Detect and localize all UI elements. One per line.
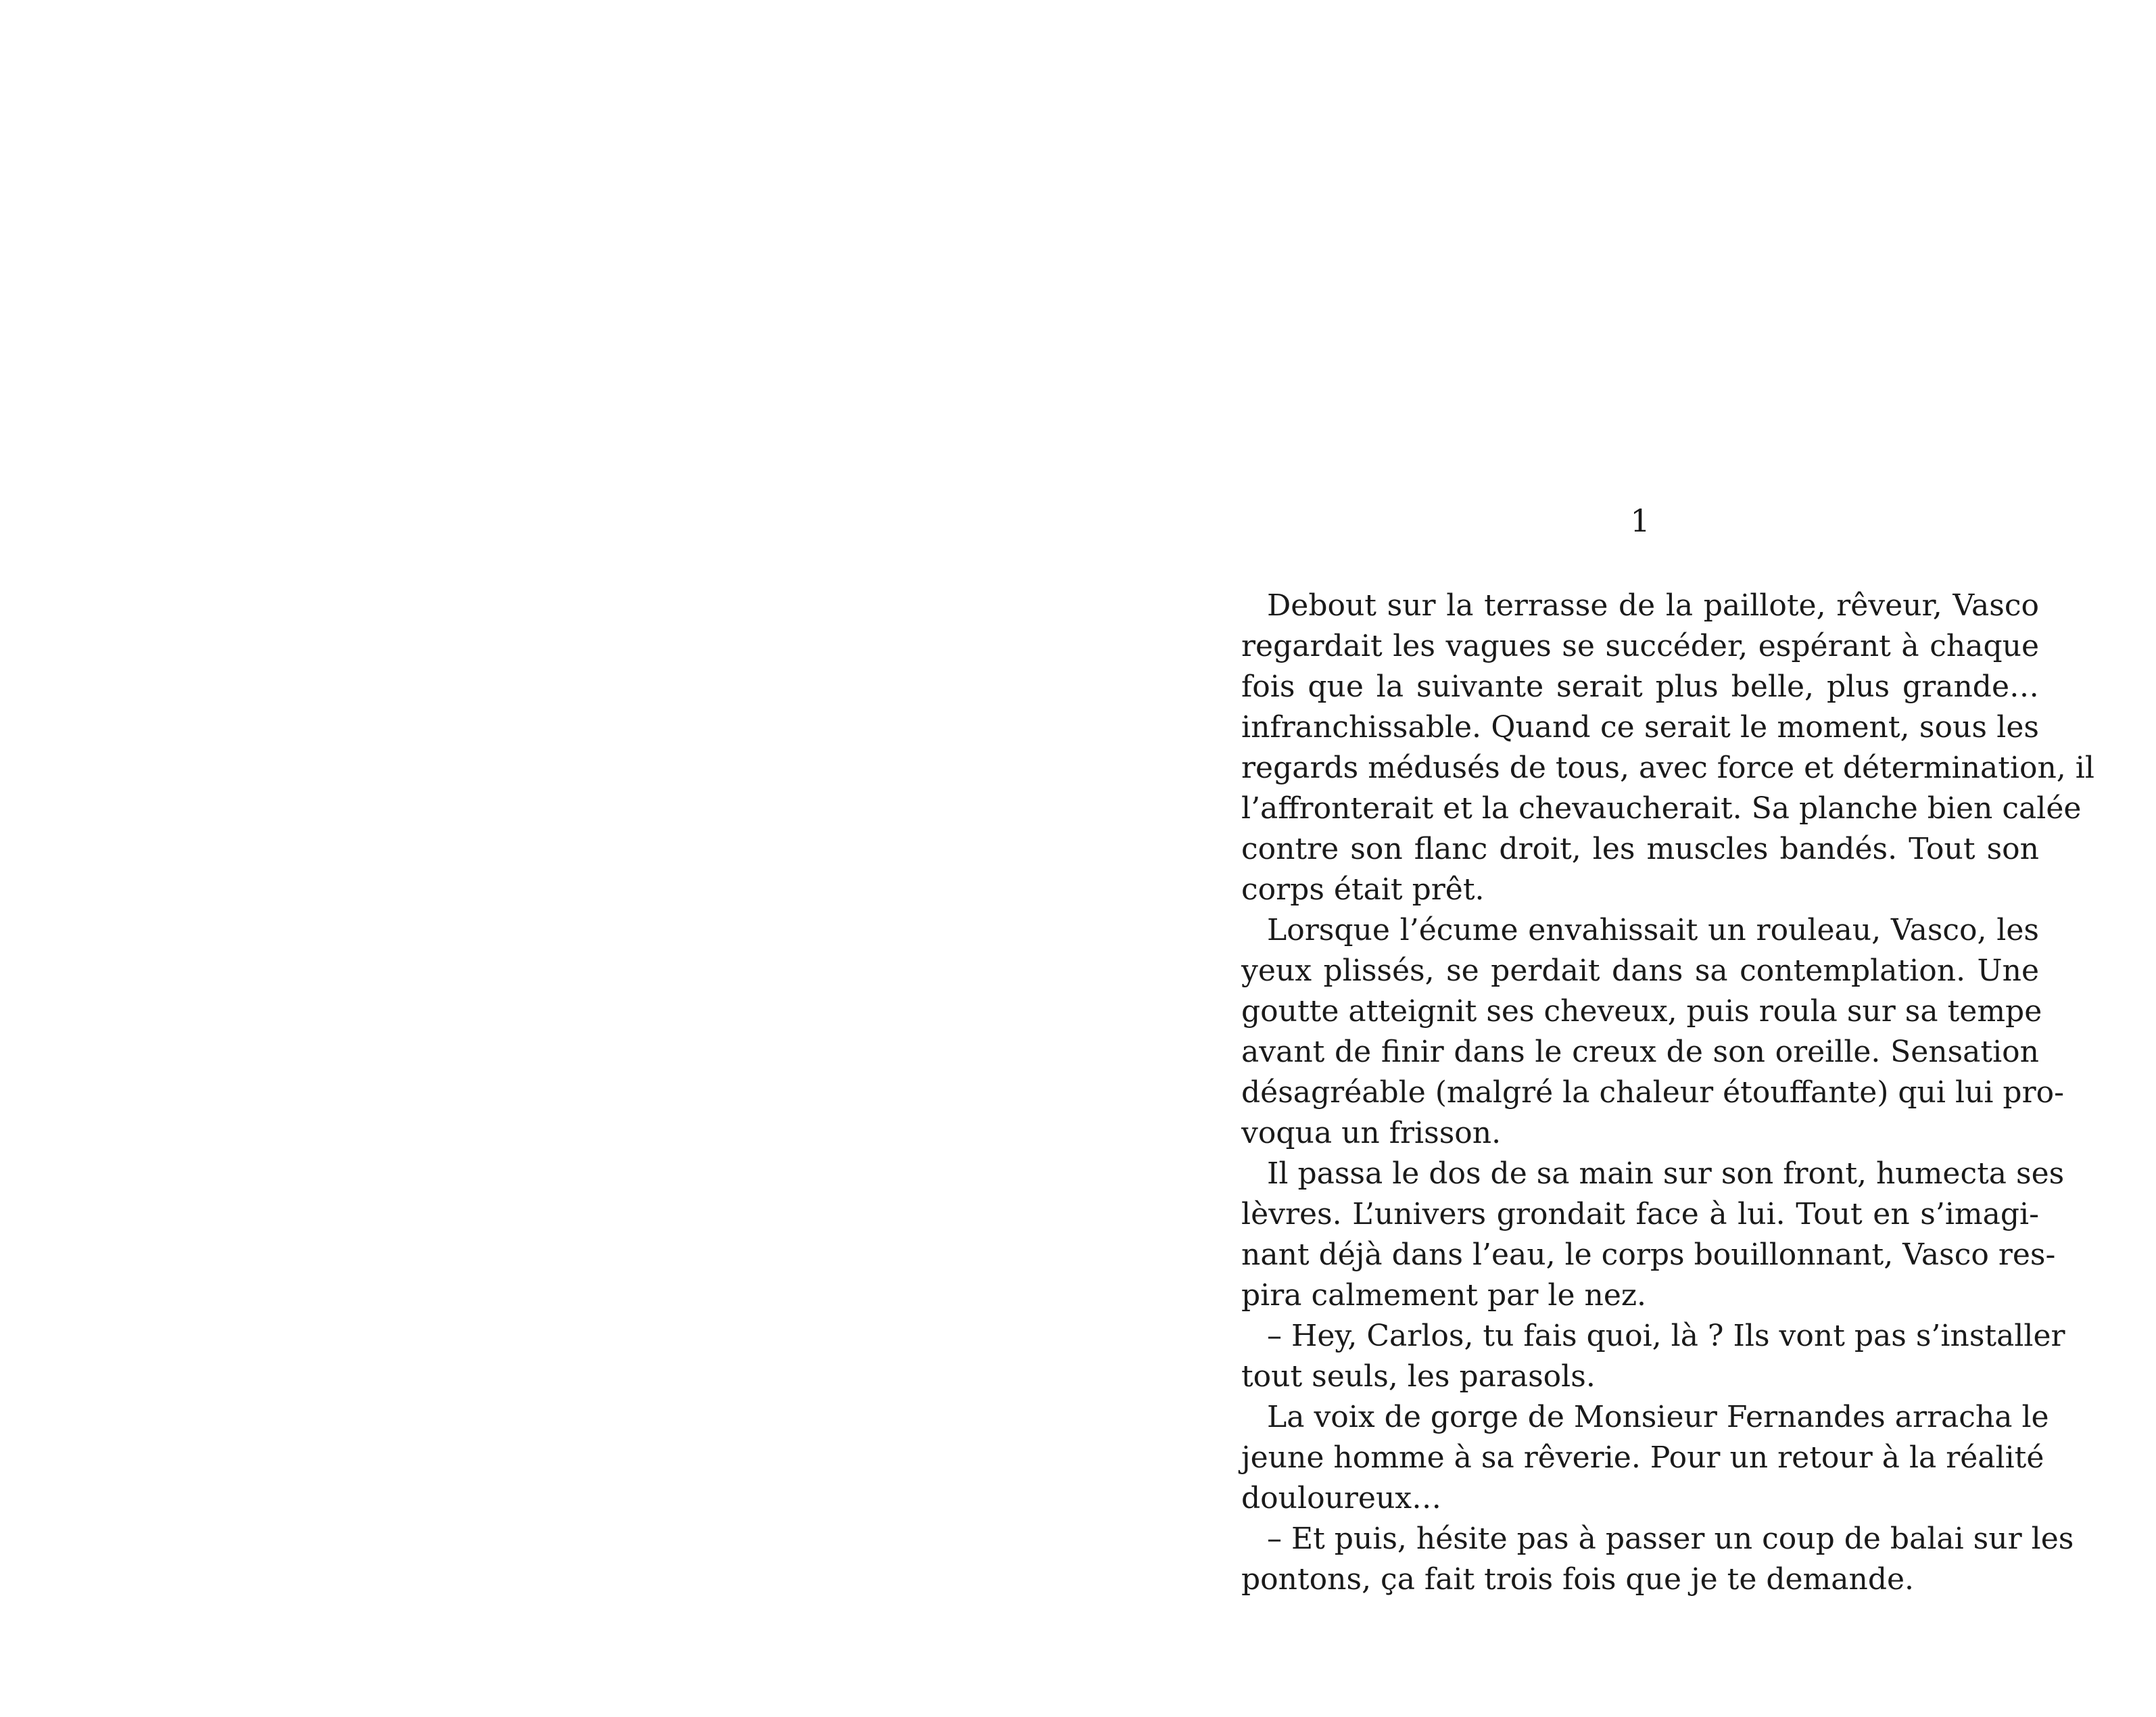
- text-line: regards médusés de tous, avec force et détermination, il: [1241, 751, 2094, 785]
- text-line: pontons, ça fait trois fois que je te demande.: [1241, 1562, 1915, 1597]
- paragraph: [1241, 1519, 2074, 1600]
- paragraph: [1241, 910, 2064, 1154]
- text-line: avant de finir dans le creux de son oreille. Sensation: [1241, 1035, 2039, 1069]
- text-line: goutte atteignit ses cheveux, puis roula sur sa tempe: [1241, 994, 2042, 1029]
- text-line: pira calmement par le nez.: [1241, 1278, 1647, 1313]
- text-line: contre son flanc droit, les muscles bandés. Tout son: [1241, 832, 2039, 866]
- paragraph: [1241, 1154, 2065, 1316]
- chapter-text: [1241, 586, 2094, 1600]
- text-line: yeux plissés, se perdait dans sa contemplation. Une: [1241, 954, 2039, 988]
- text-line: corps était prêt.: [1241, 872, 1485, 907]
- text-line: jeune homme à sa rêverie. Pour un retour à la réalité: [1241, 1440, 2044, 1475]
- text-line: Il passa le dos de sa main sur son front, humecta ses: [1267, 1156, 2065, 1191]
- text-line: l’affronterait et la chevaucherait. Sa planche bien calée: [1241, 791, 2082, 826]
- text-line: regardait les vagues se succéder, espérant à chaque: [1241, 629, 2039, 663]
- text-line: nant déjà dans l’eau, le corps bouillonnant, Vasco res-: [1241, 1238, 2056, 1272]
- text-line: – Hey, Carlos, tu fais quoi, là ? Ils vont pas s’installer: [1267, 1319, 2065, 1353]
- text-line: tout seuls, les parasols.: [1241, 1359, 1596, 1394]
- text-line: Lorsque l’écume envahissait un rouleau, Vasco, les: [1267, 913, 2039, 947]
- text-line: – Et puis, hésite pas à passer un coup de balai sur les: [1267, 1522, 2074, 1556]
- paragraph: [1241, 586, 2094, 910]
- text-line: lèvres. L’univers grondait face à lui. Tout en s’imagi-: [1241, 1197, 2039, 1231]
- chapter-number: 1: [1630, 502, 1650, 539]
- text-line: La voix de gorge de Monsieur Fernandes arracha le: [1267, 1400, 2049, 1434]
- paragraph: [1241, 1316, 2065, 1397]
- text-line: infranchissable. Quand ce serait le moment, sous les: [1241, 710, 2039, 745]
- text-line: désagréable (malgré la chaleur étouffante) qui lui pro-: [1241, 1075, 2064, 1110]
- text-line: fois que la suivante serait plus belle, plus grande…: [1241, 669, 2039, 704]
- paragraph: [1241, 1397, 2049, 1519]
- text-line: douloureux…: [1241, 1481, 1442, 1515]
- text-line: Debout sur la terrasse de la paillote, rêveur, Vasco: [1267, 588, 2039, 623]
- text-line: voqua un frisson.: [1241, 1116, 1502, 1150]
